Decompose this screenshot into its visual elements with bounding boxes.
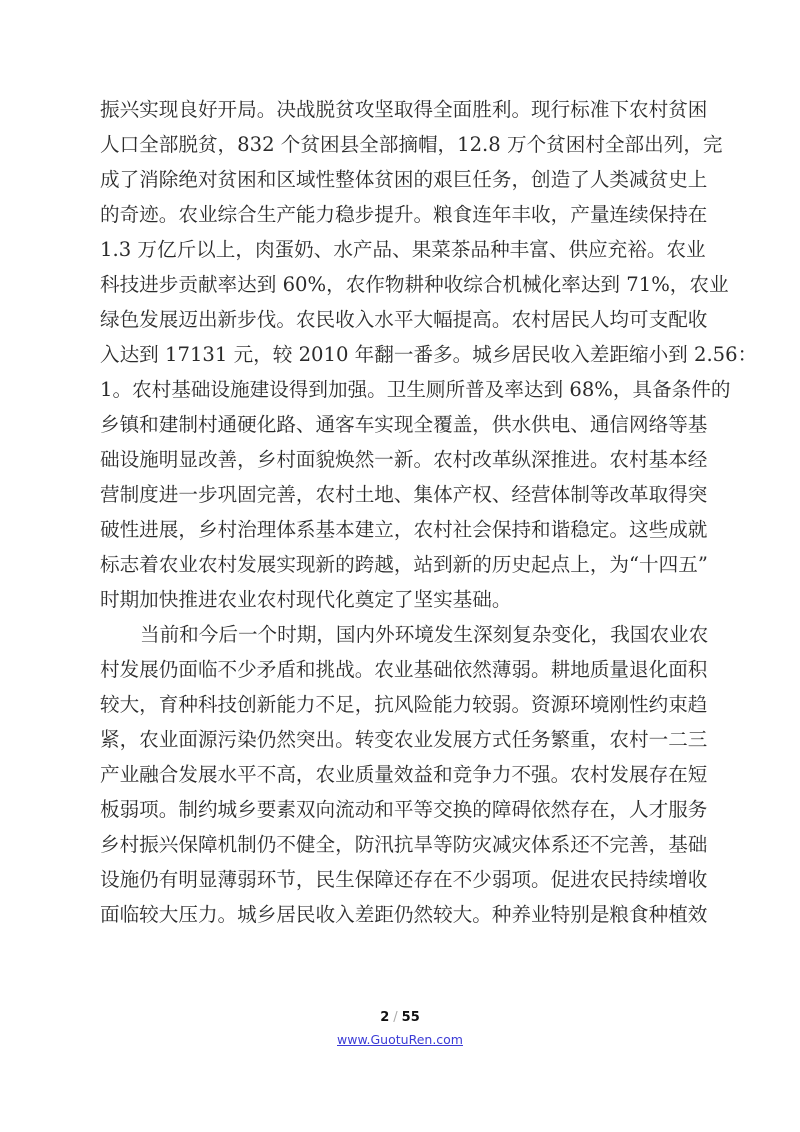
text-line: 振兴实现良好开局。决战脱贫攻坚取得全面胜利。现行标准下农村贫困 [100,98,708,121]
text-line: 较大，育种科技创新能力不足，抗风险能力较弱。资源环境刚性约束趋 [100,693,708,716]
text-line: 村发展仍面临不少矛盾和挑战。农业基础依然薄弱。耕地质量退化面积 [100,658,708,681]
text-line: 人口全部脱贫，832 个贫困县全部摘帽，12.8 万个贫困村全部出列，完 [100,133,723,156]
text-line: 乡村振兴保障机制仍不健全，防汛抗旱等防灾减灾体系还不完善，基础 [100,833,708,856]
text-line-paragraph-end: 时期加快推进农业农村现代化奠定了坚实基础。 [100,588,512,611]
current-page: 2 [380,1010,390,1025]
text-line: 入达到 17131 元，较 2010 年翻一番多。城乡居民收入差距缩小到 2.56： [100,343,758,366]
document-body [100,92,758,932]
site-link[interactable]: www.GuotuRen.com [337,1032,463,1047]
text-line: 1.3 万亿斤以上，肉蛋奶、水产品、果菜茶品种丰富、供应充裕。农业 [100,238,706,261]
text-line: 绿色发展迈出新步伐。农民收入水平大幅提高。农村居民人均可支配收 [100,308,708,331]
text-line: 设施仍有明显薄弱环节，民生保障还存在不少弱项。促进农民持续增收 [100,868,708,891]
text-line: 础设施明显改善，乡村面貌焕然一新。农村改革纵深推进。农村基本经 [100,448,708,471]
text-line: 科技进步贡献率达到 60%，农作物耕种收综合机械化率达到 71%，农业 [100,273,729,296]
text-line: 板弱项。制约城乡要素双向流动和平等交换的障碍依然存在，人才服务 [100,798,708,821]
text-line: 乡镇和建制村通硬化路、通客车实现全覆盖，供水供电、通信网络等基 [100,413,708,436]
total-pages: 55 [401,1010,420,1025]
text-line: 紧，农业面源污染仍然突出。转变农业发展方式任务繁重，农村一二三 [100,728,708,751]
page-separator: / [393,1010,398,1025]
page-number [0,1010,800,1025]
text-line-paragraph-start: 当前和今后一个时期，国内外环境发生深刻复杂变化，我国农业农 [140,623,709,646]
text-line: 营制度进一步巩固完善，农村土地、集体产权、经营体制等改革取得突 [100,483,708,506]
text-line: 产业融合发展水平不高，农业质量效益和竞争力不强。农村发展存在短 [100,763,708,786]
text-line: 的奇迹。农业综合生产能力稳步提升。粮食连年丰收，产量连续保持在 [100,203,708,226]
text-line: 破性进展，乡村治理体系基本建立，农村社会保持和谐稳定。这些成就 [100,518,708,541]
text-line: 成了消除绝对贫困和区域性整体贫困的艰巨任务，创造了人类减贫史上 [100,168,708,191]
text-line: 1。农村基础设施建设得到加强。卫生厕所普及率达到 68%，具备条件的 [100,378,731,401]
text-line: 面临较大压力。城乡居民收入差距仍然较大。种养业特别是粮食种植效 [100,903,708,926]
text-line: 标志着农业农村发展实现新的跨越，站到新的历史起点上，为“十四五” [100,553,708,576]
